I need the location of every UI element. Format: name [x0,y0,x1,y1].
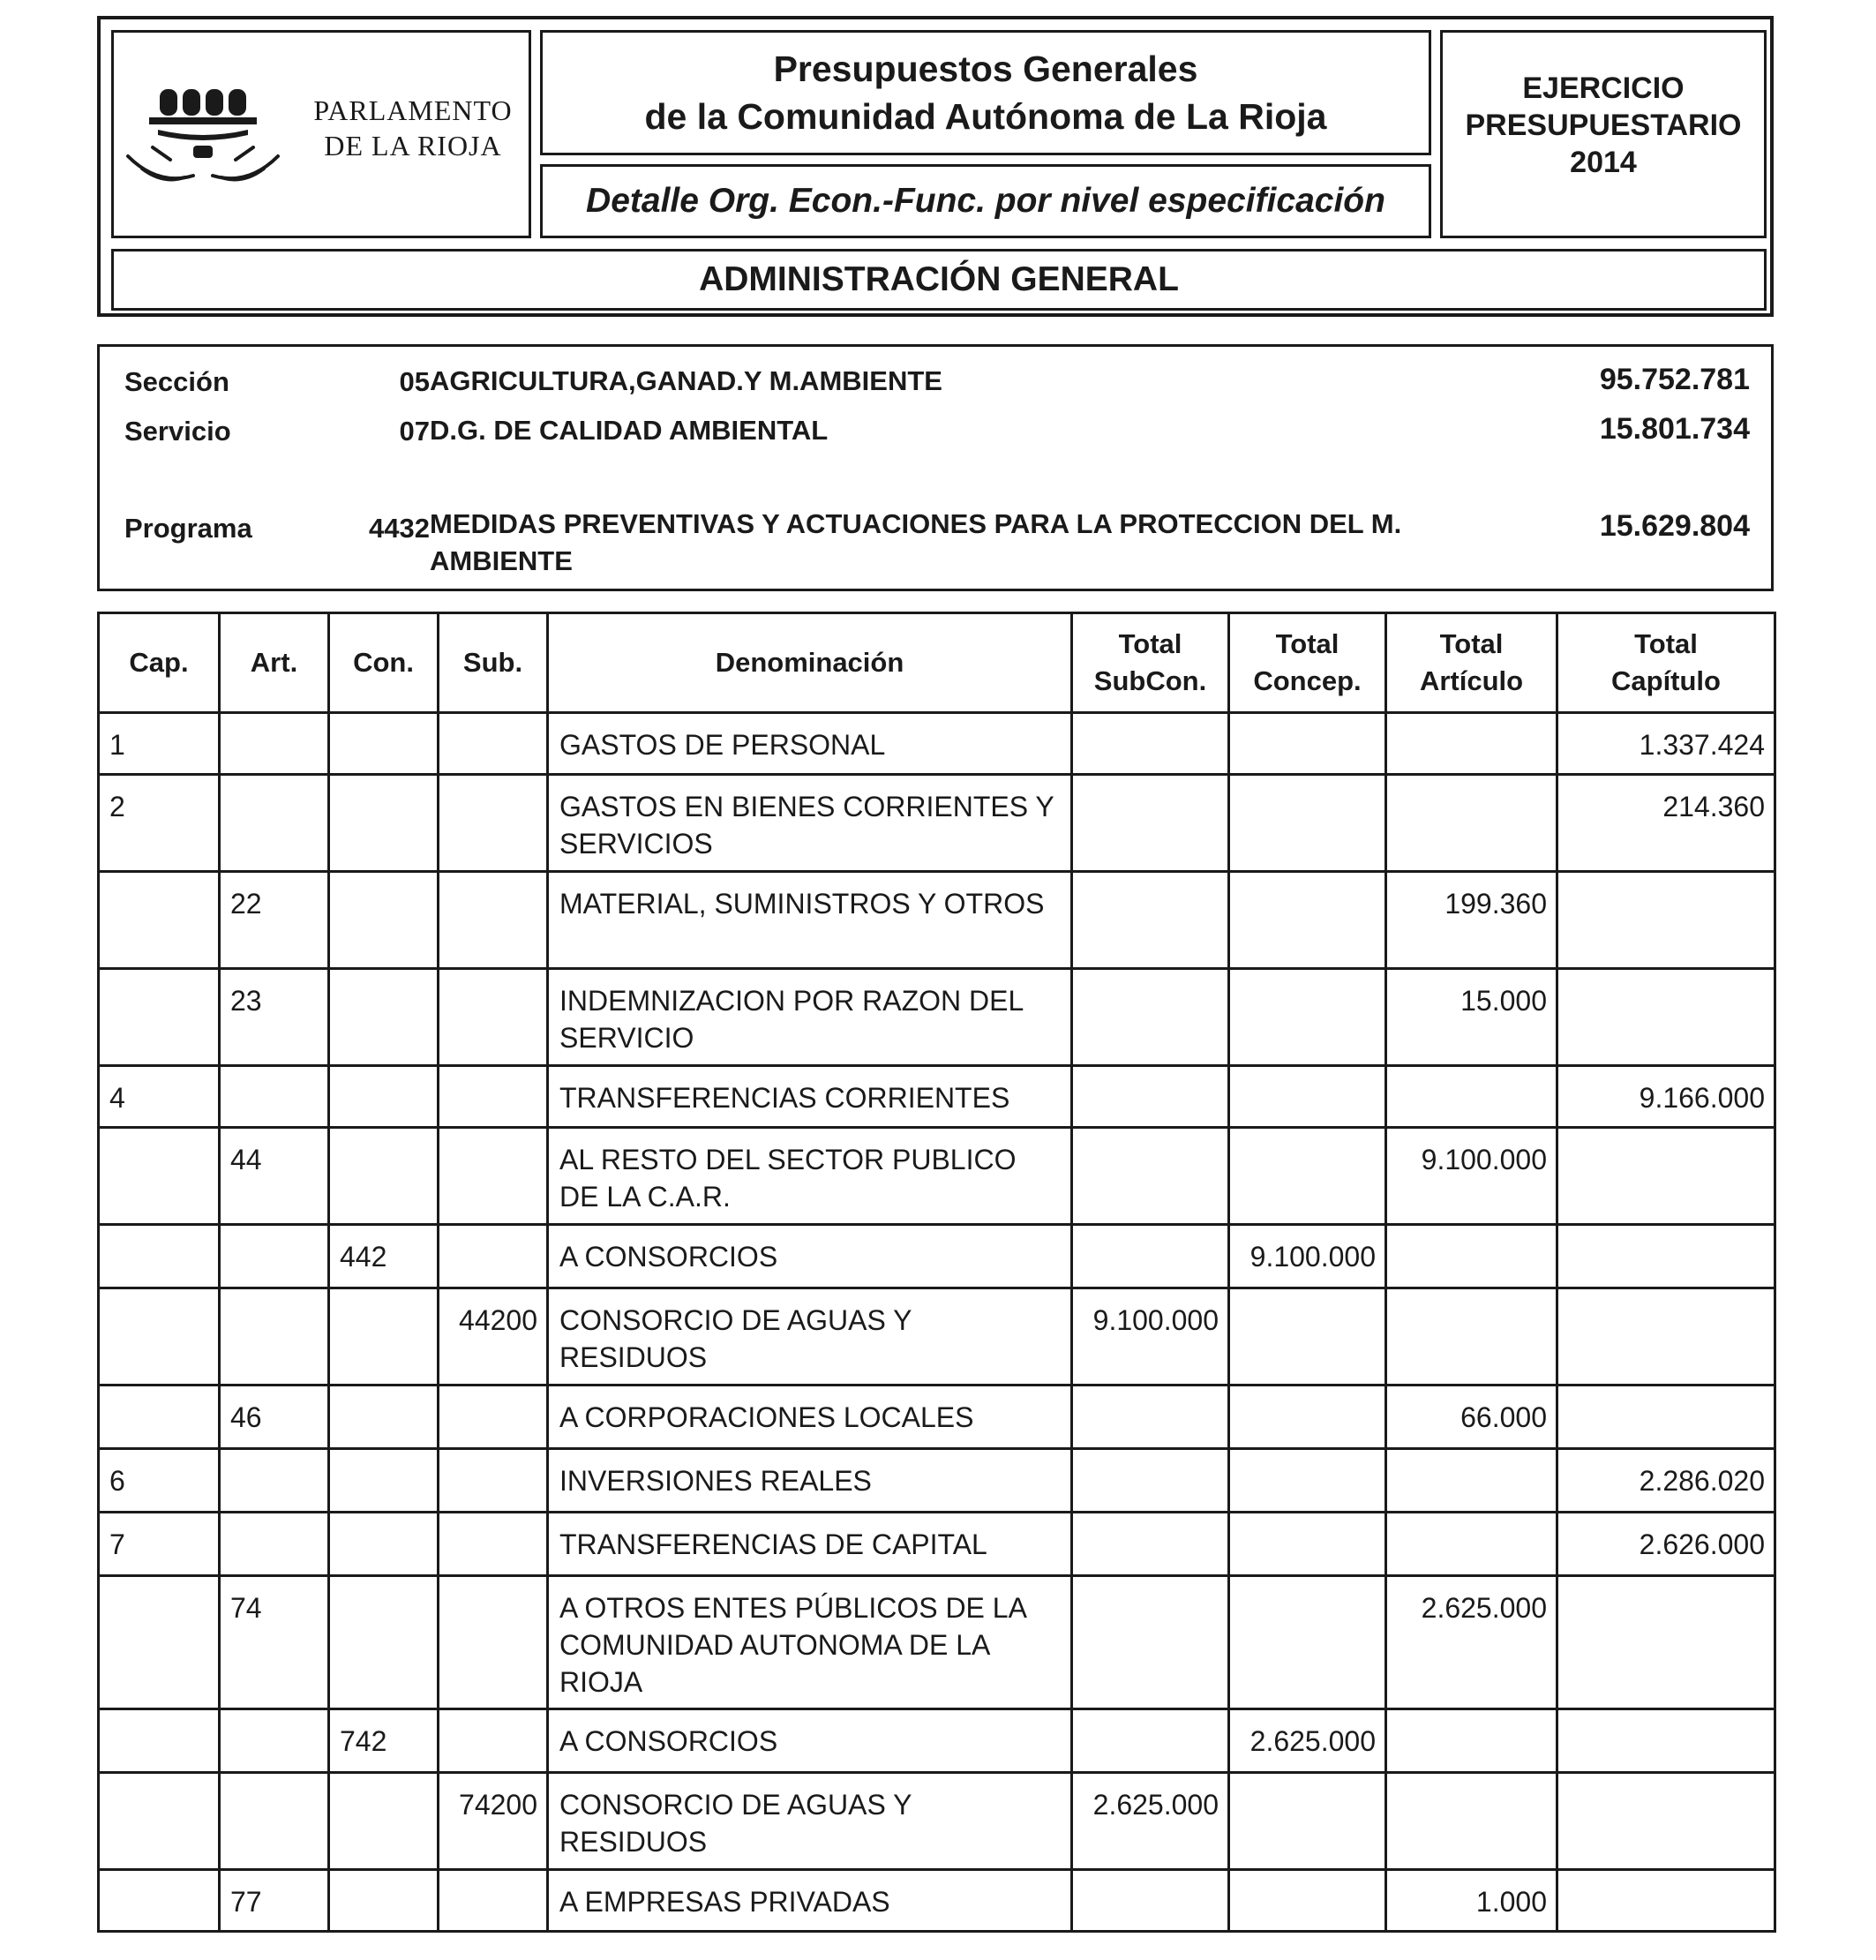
cell-total-capitulo [1557,1709,1775,1773]
table-row [99,1128,1775,1225]
table-row [99,1870,1775,1932]
table-row [99,1386,1775,1449]
logo-line-1: PARLAMENTO [313,94,513,126]
logo-text [303,93,523,163]
cell-cap [99,969,220,1066]
logo-line-2: DE LA RIOJA [324,130,502,161]
cell-total-subcon [1072,1386,1229,1449]
col-header-total-subcon-line1: Total [1118,628,1182,659]
cell-cap [99,1386,220,1449]
col-header-art: Art. [220,613,329,713]
cell-denominacion: A CORPORACIONES LOCALES [548,1386,1072,1449]
cell-total-concep [1229,775,1386,872]
cell-sub [439,1225,548,1288]
col-header-total-capitulo [1557,613,1775,713]
table-row [99,1576,1775,1709]
col-header-total-concep [1229,613,1386,713]
parliament-logo-icon [123,71,299,204]
col-header-total-articulo [1386,613,1557,713]
cell-total-articulo: 1.000 [1386,1870,1557,1932]
cell-cap: 1 [99,713,220,775]
cell-total-articulo [1386,1288,1557,1386]
cell-cap: 2 [99,775,220,872]
cell-con [329,1449,439,1513]
servicio-amount: 15.801.734 [1599,412,1750,446]
table-row [99,1449,1775,1513]
cell-cap [99,1288,220,1386]
cell-sub [439,1128,548,1225]
cell-total-subcon [1072,1576,1229,1709]
cell-sub [439,1449,548,1513]
budget-section-info [97,344,1774,591]
document-header [97,16,1774,317]
administration-banner [111,249,1767,311]
cell-total-subcon [1072,1870,1229,1932]
table-header-row [99,613,1775,713]
cell-total-articulo [1386,1225,1557,1288]
cell-cap [99,1870,220,1932]
cell-total-subcon [1072,713,1229,775]
cell-con [329,1870,439,1932]
cell-denominacion: AL RESTO DEL SECTOR PUBLICO DE LA C.A.R. [548,1128,1072,1225]
cell-con [329,1773,439,1870]
servicio-code: 07 [399,416,430,447]
fiscal-year-box [1440,30,1767,238]
cell-total-capitulo [1557,1773,1775,1870]
cell-cap [99,872,220,969]
cell-total-capitulo [1557,1576,1775,1709]
cell-total-articulo [1386,1709,1557,1773]
cell-con [329,1513,439,1576]
cell-sub [439,1870,548,1932]
cell-sub [439,1576,548,1709]
cell-art [220,1709,329,1773]
col-header-cap: Cap. [99,613,220,713]
cell-total-subcon [1072,1709,1229,1773]
cell-total-subcon [1072,1449,1229,1513]
cell-total-concep [1229,872,1386,969]
cell-total-articulo [1386,1773,1557,1870]
cell-art: 46 [220,1386,329,1449]
cell-art: 44 [220,1128,329,1225]
cell-sub [439,775,548,872]
table-row [99,1709,1775,1773]
cell-total-subcon [1072,1128,1229,1225]
budget-table [97,612,1776,1933]
document-subtitle [540,164,1431,238]
cell-sub [439,969,548,1066]
cell-total-subcon: 9.100.000 [1072,1288,1229,1386]
cell-con: 442 [329,1225,439,1288]
table-row [99,1066,1775,1128]
cell-total-articulo: 66.000 [1386,1386,1557,1449]
cell-total-subcon: 2.625.000 [1072,1773,1229,1870]
table-row [99,713,1775,775]
cell-sub: 74200 [439,1773,548,1870]
cell-total-articulo [1386,1513,1557,1576]
cell-art [220,713,329,775]
servicio-label: Servicio [124,416,231,447]
programa-amount: 15.629.804 [1599,509,1750,543]
col-header-total-subcon-line2: SubCon. [1093,665,1207,696]
col-header-total-capitulo-line2: Capítulo [1611,665,1721,696]
cell-con [329,969,439,1066]
table-row [99,1288,1775,1386]
col-header-con: Con. [329,613,439,713]
cell-con [329,775,439,872]
cell-sub [439,872,548,969]
cell-con: 742 [329,1709,439,1773]
cell-art: 74 [220,1576,329,1709]
cell-total-concep [1229,1449,1386,1513]
cell-total-capitulo [1557,969,1775,1066]
cell-total-concep [1229,1128,1386,1225]
cell-cap: 6 [99,1449,220,1513]
cell-art [220,1449,329,1513]
cell-denominacion: A EMPRESAS PRIVADAS [548,1870,1072,1932]
cell-total-subcon [1072,1225,1229,1288]
cell-total-capitulo [1557,1225,1775,1288]
cell-total-concep: 9.100.000 [1229,1225,1386,1288]
table-row [99,775,1775,872]
exercise-line-1: EJERCICIO [1522,71,1685,105]
logo-box [111,30,531,238]
document-title [540,30,1431,155]
col-header-total-concep-line2: Concep. [1253,665,1362,696]
cell-denominacion: A OTROS ENTES PÚBLICOS DE LA COMUNIDAD AUTONOMA DE LA RIOJA [548,1576,1072,1709]
table-row [99,872,1775,969]
cell-cap: 7 [99,1513,220,1576]
cell-total-concep [1229,1870,1386,1932]
cell-total-articulo: 15.000 [1386,969,1557,1066]
cell-cap [99,1576,220,1709]
cell-art [220,1288,329,1386]
cell-total-subcon [1072,1066,1229,1128]
cell-total-articulo [1386,1066,1557,1128]
cell-art [220,1773,329,1870]
cell-con [329,1066,439,1128]
cell-total-capitulo: 2.626.000 [1557,1513,1775,1576]
cell-total-capitulo [1557,872,1775,969]
cell-total-articulo: 9.100.000 [1386,1128,1557,1225]
cell-total-articulo: 2.625.000 [1386,1576,1557,1709]
cell-sub [439,1709,548,1773]
cell-art: 22 [220,872,329,969]
cell-total-articulo [1386,713,1557,775]
table-row [99,1513,1775,1576]
col-header-sub: Sub. [439,613,548,713]
cell-total-articulo: 199.360 [1386,872,1557,969]
cell-total-concep [1229,1386,1386,1449]
seccion-label: Sección [124,366,229,397]
cell-total-articulo [1386,775,1557,872]
cell-denominacion: TRANSFERENCIAS CORRIENTES [548,1066,1072,1128]
cell-con [329,1128,439,1225]
servicio-name: D.G. DE CALIDAD AMBIENTAL [430,415,829,446]
cell-sub: 44200 [439,1288,548,1386]
cell-total-capitulo [1557,1128,1775,1225]
cell-total-capitulo: 214.360 [1557,775,1775,872]
cell-total-subcon [1072,872,1229,969]
cell-con [329,1386,439,1449]
cell-total-capitulo [1557,1288,1775,1386]
table-row [99,1225,1775,1288]
cell-total-articulo [1386,1449,1557,1513]
cell-cap: 4 [99,1066,220,1128]
programa-code: 4432 [369,513,430,544]
cell-total-subcon [1072,775,1229,872]
cell-total-capitulo [1557,1386,1775,1449]
exercise-year: 2014 [1570,146,1637,179]
cell-denominacion: CONSORCIO DE AGUAS Y RESIDUOS [548,1288,1072,1386]
cell-art: 23 [220,969,329,1066]
title-line-1: Presupuestos Generales [773,49,1198,89]
cell-denominacion: CONSORCIO DE AGUAS Y RESIDUOS [548,1773,1072,1870]
cell-denominacion: A CONSORCIOS [548,1709,1072,1773]
cell-denominacion: MATERIAL, SUMINISTROS Y OTROS [548,872,1072,969]
col-header-total-concep-line1: Total [1275,628,1339,659]
programa-name: MEDIDAS PREVENTIVAS Y ACTUACIONES PARA LA PROTECCION DEL M. AMBIENTE [430,508,1402,576]
administration-text: ADMINISTRACIÓN GENERAL [699,260,1179,298]
cell-art [220,1066,329,1128]
col-header-total-capitulo-line1: Total [1634,628,1698,659]
cell-total-concep [1229,1576,1386,1709]
cell-denominacion: GASTOS EN BIENES CORRIENTES Y SERVICIOS [548,775,1072,872]
cell-total-capitulo [1557,1870,1775,1932]
cell-total-concep [1229,1066,1386,1128]
col-header-total-subcon [1072,613,1229,713]
cell-art: 77 [220,1870,329,1932]
cell-total-concep [1229,969,1386,1066]
cell-denominacion: GASTOS DE PERSONAL [548,713,1072,775]
cell-denominacion: INVERSIONES REALES [548,1449,1072,1513]
cell-total-capitulo: 9.166.000 [1557,1066,1775,1128]
cell-denominacion: TRANSFERENCIAS DE CAPITAL [548,1513,1072,1576]
col-header-denominacion: Denominación [548,613,1072,713]
cell-cap [99,1225,220,1288]
cell-cap [99,1773,220,1870]
cell-sub [439,1066,548,1128]
seccion-amount: 95.752.781 [1599,363,1750,396]
table-row [99,1773,1775,1870]
cell-con [329,1576,439,1709]
cell-total-concep [1229,713,1386,775]
col-header-total-articulo-line2: Artículo [1419,665,1524,696]
cell-sub [439,713,548,775]
cell-con [329,1288,439,1386]
cell-con [329,713,439,775]
cell-sub [439,1386,548,1449]
cell-total-subcon [1072,969,1229,1066]
cell-art [220,1225,329,1288]
cell-sub [439,1513,548,1576]
title-line-2: de la Comunidad Autónoma de La Rioja [644,96,1327,137]
cell-total-concep [1229,1513,1386,1576]
cell-total-subcon [1072,1513,1229,1576]
cell-cap [99,1128,220,1225]
subtitle-text: Detalle Org. Econ.-Func. por nivel especificación [586,182,1385,220]
cell-con [329,872,439,969]
cell-denominacion: A CONSORCIOS [548,1225,1072,1288]
cell-denominacion: INDEMNIZACION POR RAZON DEL SERVICIO [548,969,1072,1066]
cell-total-concep [1229,1288,1386,1386]
table-row [99,969,1775,1066]
cell-total-capitulo: 2.286.020 [1557,1449,1775,1513]
cell-total-concep [1229,1773,1386,1870]
cell-total-concep: 2.625.000 [1229,1709,1386,1773]
exercise-line-2: PRESUPUESTARIO [1465,109,1742,142]
seccion-code: 05 [399,366,430,397]
cell-art [220,1513,329,1576]
col-header-total-articulo-line1: Total [1439,628,1504,659]
cell-cap [99,1709,220,1773]
cell-art [220,775,329,872]
cell-total-capitulo: 1.337.424 [1557,713,1775,775]
seccion-name: AGRICULTURA,GANAD.Y M.AMBIENTE [430,365,942,396]
programa-label: Programa [124,513,252,544]
